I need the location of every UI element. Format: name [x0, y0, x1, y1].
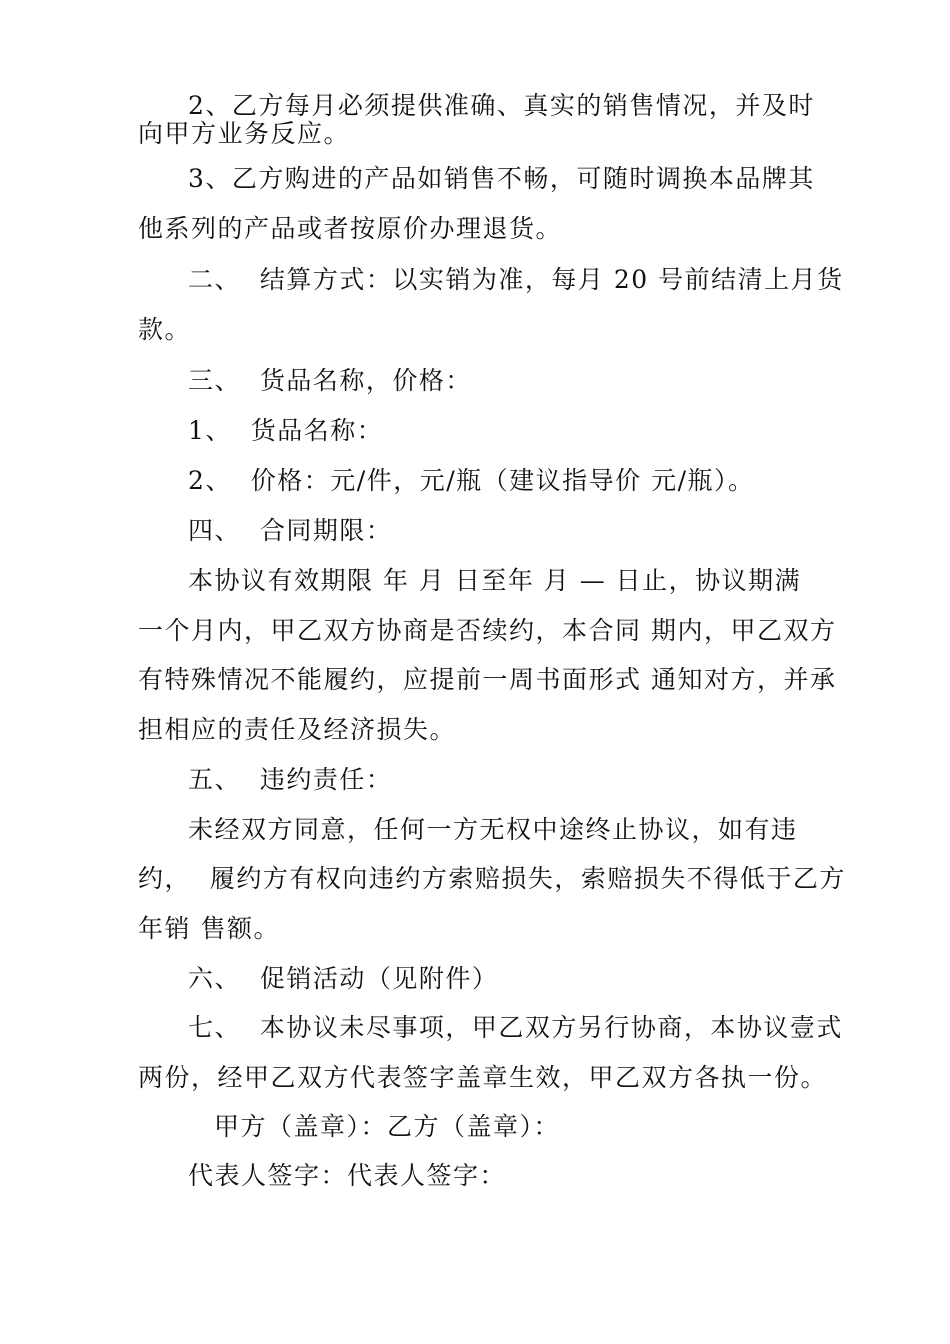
clause-line: 约， 履约方有权向违约方索赔损失，索赔损失不得低于乙方 [138, 864, 846, 893]
section-heading: 四、 合同期限： [188, 516, 393, 545]
clause-line: 2、乙方每月必须提供准确、真实的销售情况，并及时 [188, 91, 815, 120]
section-heading: 六、 促销活动（见附件） [188, 964, 499, 993]
section-heading: 五、 违约责任： [188, 765, 393, 794]
clause-line: 款。 [138, 315, 192, 344]
clause-line: 担相应的责任及经济损失。 [138, 715, 457, 744]
clause-line: 年销 售额。 [138, 914, 280, 943]
section-heading: 三、 货品名称，价格： [188, 366, 472, 395]
clause-line: 向甲方业务反应。 [138, 119, 351, 148]
clause-line: 他系列的产品或者按原价办理退货。 [138, 214, 563, 243]
clause-line: 一个月内，甲乙双方协商是否续约，本合同 期内，甲乙双方 [138, 616, 837, 645]
signature-line: 代表人签字：代表人签字： [188, 1161, 507, 1190]
clause-line: 2、 价格：元/件，元/瓶（建议指导价 元/瓶）。 [188, 466, 755, 495]
clause-line: 本协议有效期限 年 月 日至年 月 — 日止，协议期满 [188, 566, 802, 595]
clause-line: 有特殊情况不能履约，应提前一周书面形式 通知对方，并承 [138, 665, 837, 694]
clause-line: 二、 结算方式：以实销为准，每月 20 号前结清上月货 [188, 265, 844, 294]
clause-line: 1、 货品名称： [188, 416, 384, 445]
clause-line: 未经双方同意，任何一方无权中途终止协议，如有违 [188, 815, 798, 844]
seal-line: 甲方（盖章）：乙方（盖章）： [214, 1112, 561, 1141]
clause-line: 两份，经甲乙双方代表签字盖章生效，甲乙双方各执一份。 [138, 1063, 828, 1092]
clause-line: 七、 本协议未尽事项，甲乙双方另行协商，本协议壹式 [188, 1013, 843, 1042]
clause-line: 3、乙方购进的产品如销售不畅，可随时调换本品牌其 [188, 164, 815, 193]
